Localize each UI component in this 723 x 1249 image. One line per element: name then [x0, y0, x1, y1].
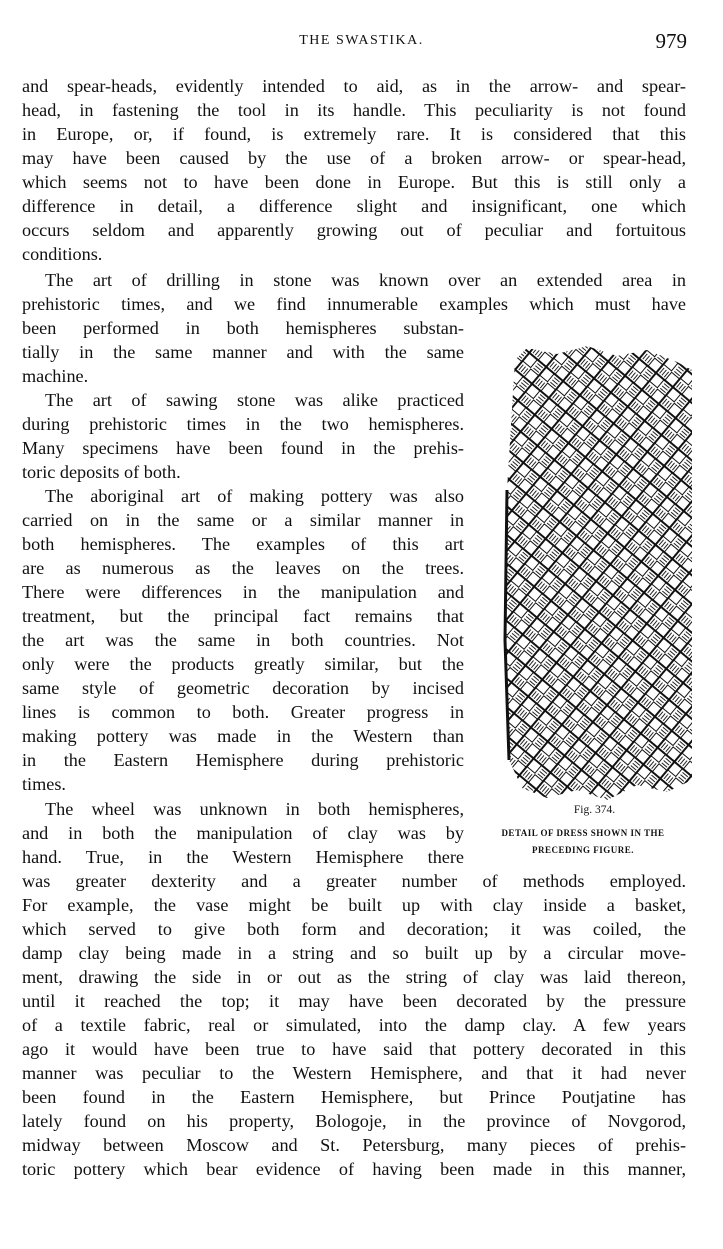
running-title: THE SWASTIKA.: [299, 33, 424, 48]
page-number: 979: [655, 29, 687, 53]
text-line: head, in fastening the tool in its handle. This peculiarity is not found: [22, 100, 686, 120]
text-line: times.: [22, 774, 66, 794]
text-line: The art of sawing stone was alike practiced: [45, 390, 464, 410]
text-line: only were the products greatly similar, but the: [22, 654, 464, 674]
text-line: The art of drilling in stone was known over an extended area in: [45, 270, 686, 290]
text-line: occurs seldom and apparently growing out of peculiar and fortuitous: [22, 220, 686, 240]
figure-caption-line-1: DETAIL OF DRESS SHOWN IN THE: [501, 828, 665, 838]
text-line: midway between Moscow and St. Petersburg, many pieces of prehis-: [22, 1135, 686, 1155]
text-line: The aboriginal art of making pottery was also: [45, 486, 464, 506]
text-line: in Europe, or, if found, is extremely rare. It is considered that this: [22, 124, 686, 144]
text-line: damp clay being made in a string and so built up by a circular move-: [22, 943, 686, 963]
text-line: making pottery was made in the Western than: [22, 726, 464, 746]
text-line: during prehistoric times in the two hemispheres.: [22, 414, 464, 434]
text-line: For example, the vase might be built up with clay inside a basket,: [22, 895, 686, 915]
text-line: the art was the same in both countries. Not: [22, 630, 464, 650]
text-line: in the Eastern Hemisphere during prehistoric: [22, 750, 464, 770]
text-line: both hemispheres. The examples of this art: [22, 534, 464, 554]
text-line: lines is common to both. Greater progress in: [22, 702, 464, 722]
text-line: carried on in the same or a similar manner in: [22, 510, 464, 530]
text-line: which served to give both form and decoration; it was coiled, the: [22, 919, 686, 939]
text-line: of a textile fabric, real or simulated, into the damp clay. A few years: [22, 1015, 686, 1035]
text-line: machine.: [22, 366, 89, 386]
text-line: conditions.: [22, 244, 103, 264]
text-line: treatment, but the principal fact remains that: [22, 606, 464, 626]
text-line: and in both the manipulation of clay was by: [22, 823, 464, 843]
text-line: been performed in both hemispheres substan-: [22, 318, 464, 338]
text-line: and spear-heads, evidently intended to aid, as in the arrow- and spear-: [22, 76, 686, 96]
figure-number: Fig. 374.: [573, 804, 616, 816]
text-line: Many specimens have been found in the prehis-: [22, 438, 464, 458]
text-line: may have been caused by the use of a broken arrow- or spear-head,: [22, 148, 686, 168]
figure-caption-line-2: PRECEDING FIGURE.: [531, 845, 634, 855]
text-line: toric pottery which bear evidence of having been made in this manner,: [22, 1159, 686, 1179]
text-line: The wheel was unknown in both hemispheres,: [45, 799, 464, 819]
text-line: ment, drawing the side in or out as the string of clay was laid thereon,: [22, 967, 686, 987]
text-line: lately found on his property, Bologoje, in the province of Novgorod,: [22, 1111, 686, 1131]
text-line: toric deposits of both.: [22, 462, 181, 482]
text-line: difference in detail, a difference slight and insignificant, one which: [22, 196, 686, 216]
text-line: hand. True, in the Western Hemisphere there: [22, 847, 464, 867]
text-line: ago it would have been true to have said that pottery decorated in this: [22, 1039, 686, 1059]
text-line: prehistoric times, and we find innumerable examples which must have: [22, 294, 686, 314]
text-line: until it reached the top; it may have been decorated by the pressure: [22, 991, 686, 1011]
text-line: There were differences in the manipulation and: [22, 582, 464, 602]
text-line: same style of geometric decoration by incised: [22, 678, 464, 698]
figure-fabric-weave-illustration: [497, 340, 692, 805]
text-line: are as numerous as the leaves on the trees.: [22, 558, 464, 578]
text-line: manner was peculiar to the Western Hemisphere, and that it had never: [22, 1063, 686, 1083]
text-line: was greater dexterity and a greater number of methods employed.: [22, 871, 686, 891]
text-line: been found in the Eastern Hemisphere, but Prince Poutjatine has: [22, 1087, 686, 1107]
text-line: which seems not to have been done in Europe. But this is still only a: [22, 172, 686, 192]
text-line: tially in the same manner and with the same: [22, 342, 464, 362]
